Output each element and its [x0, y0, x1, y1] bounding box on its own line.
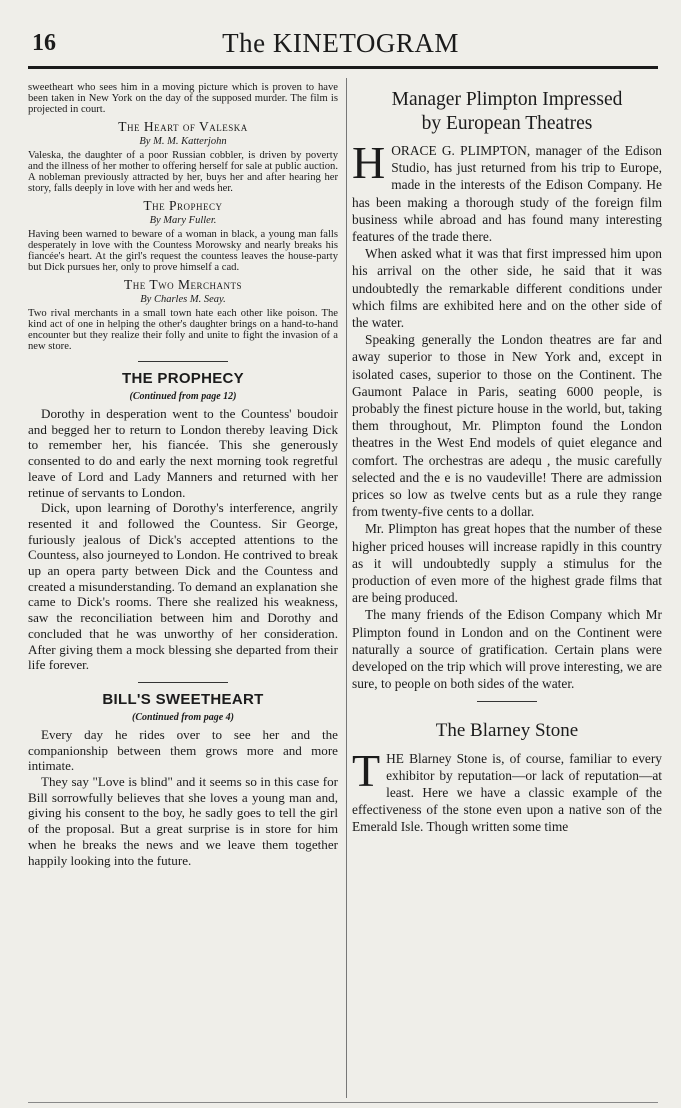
article-paragraph: Mr. Plimpton has great hopes that the number of these higher priced houses will increase rapidly in this country as it will undoubtedly supply a stimulus for the production of even more of the highest grade films that are being produced. [352, 521, 662, 606]
section-rule [477, 701, 537, 702]
synopsis-author: By M. M. Katterjohn [139, 136, 227, 147]
prophecy-paragraph: Dick, upon learning of Dorothy's interference, angrily resented it and followed the Countess. Sir George, furiously jealous of Dick's accepted attentions to the Countess, also journeyed to London. He contrived to break up an opera party between Dick and the Countess and created a misunderstanding. To demand an explanation she came to Dick's rooms. There she realized his weakness, saw the reconciliation between him and Dorothy and concluded that he was unworthy of her consideration. After giving them a mock blessing she departed from their life forever. [28, 500, 338, 673]
footer-rule [28, 1102, 658, 1103]
synopsis-text: Two rival merchants in a small town hate each other like poison. The kind act of one in helping the other's daughter brings on a hand-to-hand encounter but they realize their folly and unite to fight the invasion of a new store. [28, 308, 338, 352]
synopsis-author: By Mary Fuller. [149, 215, 217, 226]
drop-cap: T [352, 744, 381, 796]
article-paragraph: When asked what it was that first impressed him upon his arrival on the other side, he said that it was undoubtedly the remarkable different conditions under which films are exhibited here and on the other side of the water. [352, 246, 662, 331]
sweetheart-paragraph: Every day he rides over to see her and the companionship between them grows more and more intimate. [28, 726, 338, 774]
left-column [28, 82, 338, 868]
article-lead-text: ORACE G. PLIMPTON, manager of the Edison Studio, has just returned from his trip to Europe, made in the interests of the Edison Company. He has been making a thorough study of the foreign film business while abroad and has found many interesting features of the trade there. [352, 143, 662, 245]
page-header [0, 0, 681, 70]
synopsis-text: Valeska, the daughter of a poor Russian cobbler, is driven by poverty and the illness of her mother to offering herself for sale at public auction. A nobleman previously attracted by her, buys her and after hearing her story, falls deeply in love with her and weds her. [28, 150, 338, 194]
masthead-title: The KINETOGRAM [222, 28, 459, 58]
sweetheart-title: BILL'S SWEETHEART [102, 690, 264, 708]
synopsis-text: Having been warned to beware of a woman in black, a young man falls desperately in love with the Countess Morowsky and nearly breaks his fiancée's heart. At the girl's request the countess leaves the house-party but Dick pursues her, only to prove himself a cad. [28, 229, 338, 273]
prophecy-paragraph: Dorothy in desperation went to the Countess' boudoir and begged her to return to London thereby leaving Dick to remember her, his fiancée. This she generously consented to do and early the next morning took regretful leave of Lord and Lady Manners and returned with her retinue of servants to London. [28, 406, 338, 500]
blarney-headline: The Blarney Stone [435, 719, 579, 741]
column-divider [346, 78, 347, 1098]
article-paragraph: Speaking generally the London theatres are far and away superior to those in New York and, except in isolated cases, superior to those on the Continent. The Gaumont Palace in Paris, seating 6000 people, is probably the finest picture house in the world, but, taking them throughout, Mr. Plimpton found the London theatres in the West End models of quiet elegance and comfort. The orchestras are adequ , the music carefully selected and the e is no vaudeville! There are admission prices so low as twelve cents but as a rule they range from twenty-five cents to a dollar. [352, 332, 662, 520]
synopsis-intro: sweetheart who sees him in a moving picture which is proven to have been taken in New York on the day of the supposed murder. The film is projected in court. [28, 82, 338, 115]
synopsis-author: By Charles M. Seay. [140, 294, 226, 305]
page-number: 16 [32, 30, 56, 56]
article-paragraph: The many friends of the Edison Company which Mr Plimpton found in London and on the Continent were naturally a source of gratification. Certain plans were developed on the trip which will prove interesting, we are sure, to people on both sides of the water. [352, 607, 662, 692]
prophecy-title: THE PROPHECY [122, 370, 244, 387]
article-headline-line1: Manager Plimpton Impressed [391, 89, 623, 110]
article-headline-line2: by European Theatres [421, 113, 593, 134]
article-lead-paragraph [352, 137, 662, 245]
prophecy-continued-note: (Continued from page 12) [129, 391, 237, 402]
sweetheart-continued-note: (Continued from page 4) [132, 711, 234, 723]
drop-cap: H [352, 137, 386, 188]
sweetheart-paragraph: They say "Love is blind" and it seems so in this case for Bill sorrowfully believes that she loves a young man and, giving his consent to the boy, he sadly goes to tell the girl of the proposal. But a great surprise is in store for him when he breaks the news and we leave them together happily looking into the future. [28, 774, 338, 868]
section-rule [138, 682, 228, 683]
synopsis-title: The Two Merchants [124, 277, 242, 292]
right-column [352, 82, 662, 836]
section-rule [138, 361, 228, 362]
synopsis-title: The Heart of Valeska [118, 119, 248, 134]
synopsis-title: The Prophecy [143, 198, 223, 213]
header-rule [28, 66, 658, 69]
article-headline [352, 88, 662, 136]
blarney-text: HE Blarney Stone is, of course, familiar to every exhibitor by reputation—or lack of reputation—at least. Here we have a classic example of the effectiveness of the stone even upon a native son of the Emerald Isle. Though written some time [352, 750, 662, 835]
blarney-paragraph [352, 744, 662, 836]
